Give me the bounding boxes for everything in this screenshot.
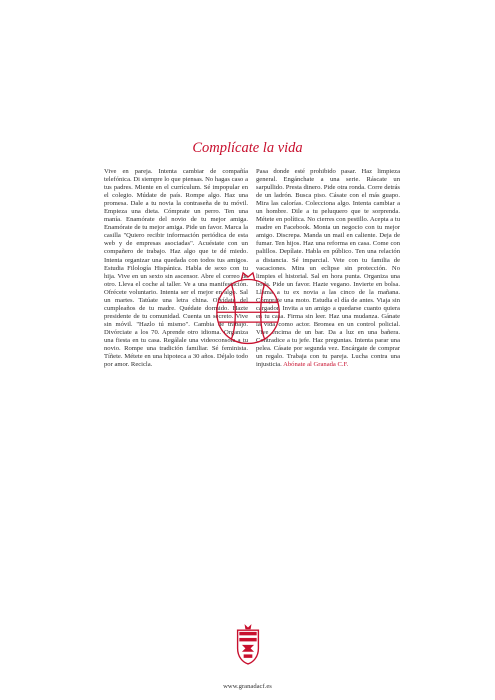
- granada-cf-crest-icon: [235, 622, 261, 666]
- right-column-body: Pasa donde esté prohibido pasar. Haz limpieza general. Engánchate a una serie. Ráscate un sarpullido. Presta dinero. Pide otra ronda. Corre detrás de un ladrón. Busca piso. Cásate con el más guapo. Mira las calorías. Colecciona algo. Intenta cambiar a un hombre. Dile a tu peluquero que te sorprenda. Métete en política. No cierres con pestillo. Acepta a tu madre en Facebook. Monta un negocio con tu mejor amigo. Discrepa. Manda un mail en caliente. Deja de fumar. Ten hijos. Haz una reforma en casa. Come con palillos. Depílate. Habla en público. Ten una relación a distancia. Sé imparcial. Vete con tu familia de vacaciones. Mira un eclipse sin protección. No limpies el historial. Sal en hora punta. Organiza una boda. Pide un favor. Hazte vegano. Invierte en bolsa. Llama a tu ex novia a las cinco de la mañana. Cómprate una moto. Estudia el día de antes. Viaja sin cargador. Invita a un amigo a quedarse cuanto quiera en tu casa. Firma sin leer. Haz una mudanza. Gánate la vida como actor. Bromea en un control policial. Vive encima de un bar. Da a luz en una bañera. Contradice a tu jefe. Haz preguntas. Intenta parar una pelea. Cásate por segunda vez. Encárgate de comprar un regalo. Trabaja con tu pareja. Lucha contra una injusticia.: [256, 168, 400, 369]
- footer-url[interactable]: www.granadacf.es: [223, 683, 272, 690]
- page-title: Complícate la vida: [192, 140, 303, 156]
- closing-slogan: Abónate al Granada C.F.: [283, 361, 349, 369]
- granada-cf-pomegranate-emblem-icon: [207, 268, 289, 350]
- left-column-text: Vive en pareja. Intenta cambiar de compañía telefónica. Di siempre lo que piensas. No hagas caso a tus padres. Miente en el currículum. Sé impopular en el colegio. Múdate de país. Rompe algo. Haz una promesa. Dale a tu novia la contraseña de tu móvil. Empieza una dieta. Cómprate un perro. Ten una manía. Enamórate del novio de tu mejor amiga. Enamórate de tu mejor amiga. Pide un favor. Marca la casilla "Quiero recibir información periódica de esta web y de empresas asociadas". Acuéstate con un compañero de trabajo. Haz algo que te dé miedo. Intenta organizar una quedada con todos tus amigos. Estudia Filología Hispánica. Habla de sexo con tu hija. Vive en un sexto sin ascensor. Abre el correo de otro. Lleva el coche al taller. Ve a una manifestación. Ofrécete voluntario. Intenta ser el mejor en algo. Sal un martes. Tatúate una letra china. Olvídate del cumpleaños de tu madre. Quédate dormido. Hazte presidente de tu comunidad. Cuenta un secreto. Vive sin móvil. "Hazlo tú mismo". Cambia de trabajo. Divórciate a los 70. Aprende otro idioma. Organiza una fiesta en tu casa. Regálale una videoconsola a tu novio. Rompe una tradición familiar. Sé feminista. Tíñete. Métete en una hipoteca a 30 años. Déjalo todo por amor. Recicla.: [104, 168, 248, 369]
